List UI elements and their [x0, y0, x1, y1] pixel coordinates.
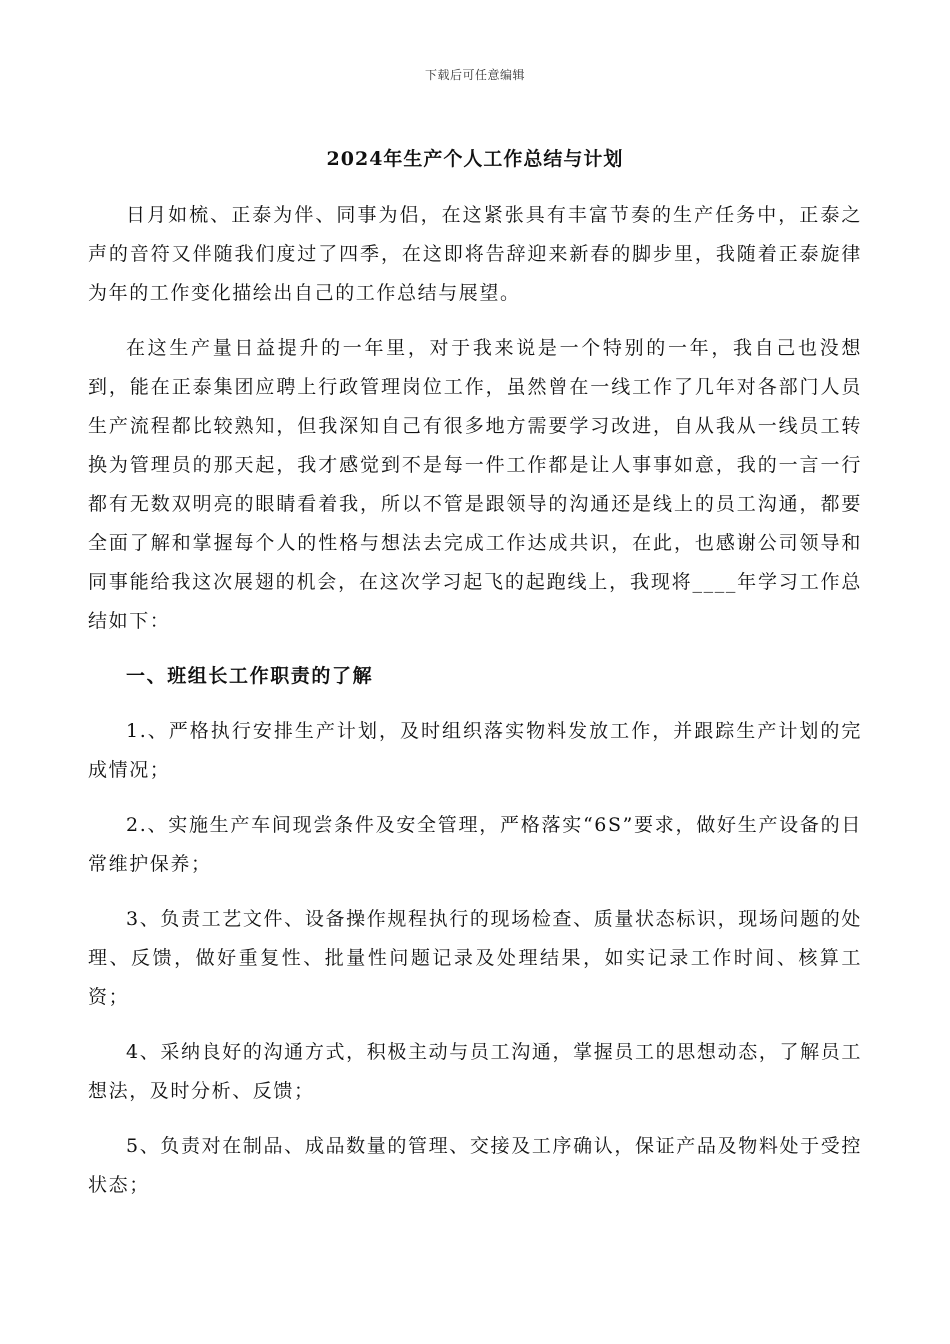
section-heading: 一、班组长工作职责的了解: [126, 665, 374, 687]
list-item: 1.、严格执行安排生产计划，及时组织落实物料发放工作，并跟踪生产计划的完成情况；: [88, 720, 862, 781]
list-item: 2.、实施生产车间现尝条件及安全管理，严格落实“6S”要求，做好生产设备的日常维护保养；: [88, 814, 862, 875]
list-item: 4、采纳良好的沟通方式，积极主动与员工沟通，掌握员工的思想动态，了解员工想法，及时分析、反馈；: [88, 1041, 862, 1102]
list-item: 3、负责工艺文件、设备操作规程执行的现场检查、质量状态标识，现场问题的处理、反馈，做好重复性、批量性问题记录及处理结果，如实记录工作时间、核算工资；: [88, 908, 862, 1008]
intro-paragraph-1: 日月如梳、正泰为伴、同事为侣，在这紧张具有丰富节奏的生产任务中，正泰之声的音符又伴随我们度过了四季，在这即将告辞迎来新春的脚步里，我随着正泰旋律为年的工作变化描绘出自己的工作总结与展望。: [88, 204, 862, 304]
document-title: 2024年生产个人工作总结与计划: [326, 148, 624, 170]
page-header: 下载后可任意编辑: [424, 68, 525, 82]
document-body: [88, 196, 862, 1221]
list-item: 5、负责对在制品、成品数量的管理、交接及工序确认，保证产品及物料处于受控状态；: [88, 1135, 862, 1196]
intro-paragraph-2: 在这生产量日益提升的一年里，对于我来说是一个特别的一年，我自己也没想到，能在正泰集团应聘上行政管理岗位工作，虽然曾在一线工作了几年对各部门人员生产流程都比较熟知，但我深知自己有很多地方需要学习改进，自从我从一线员工转换为管理员的那天起，我才感觉到不是每一件工作都是让人事事如意，我的一言一行都有无数双明亮的眼睛看着我，所以不管是跟领导的沟通还是线上的员工沟通，都要全面了解和掌握每个人的性格与想法去完成工作达成共识，在此，也感谢公司领导和同事能给我这次展翅的机会，在这次学习起飞的起跑线上，我现将____年学习工作总结如下：: [88, 337, 862, 632]
